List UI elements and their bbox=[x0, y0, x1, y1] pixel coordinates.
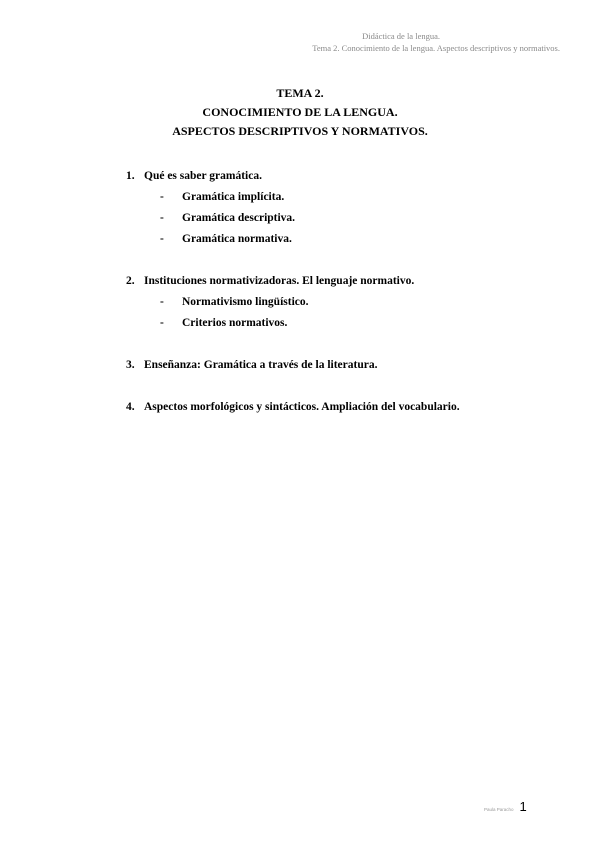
page-title bbox=[0, 84, 600, 141]
section-text: Aspectos morfológicos y sintácticos. Ampliación del vocabulario. bbox=[144, 401, 460, 413]
section-heading bbox=[126, 271, 566, 292]
section-heading bbox=[126, 397, 566, 418]
subitem bbox=[126, 313, 566, 334]
page-number: 1 bbox=[519, 799, 527, 814]
title-line-2: CONOCIMIENTO DE LA LENGUA. bbox=[202, 105, 398, 119]
section-number: 2. bbox=[126, 275, 135, 287]
running-header bbox=[192, 30, 560, 54]
dash-bullet: - bbox=[160, 296, 164, 308]
dash-bullet: - bbox=[160, 317, 164, 329]
page-footer bbox=[484, 798, 527, 816]
subitem bbox=[126, 187, 566, 208]
title-line-1: TEMA 2. bbox=[276, 86, 324, 100]
subitem-text: Criterios normativos. bbox=[182, 317, 288, 329]
outline-section bbox=[126, 166, 566, 250]
section-text: Instituciones normativizadoras. El lenguaje normativo. bbox=[144, 275, 415, 287]
subitem-text: Gramática implícita. bbox=[182, 191, 285, 203]
section-number: 4. bbox=[126, 401, 135, 413]
topic-outline bbox=[126, 166, 566, 439]
outline-section bbox=[126, 271, 566, 334]
subitem bbox=[126, 208, 566, 229]
outline-section bbox=[126, 355, 566, 376]
section-text: Enseñanza: Gramática a través de la literatura. bbox=[144, 359, 378, 371]
header-course: Didáctica de la lengua. bbox=[362, 31, 440, 41]
subitem-text: Normativismo lingüístico. bbox=[182, 296, 309, 308]
subitem-text: Gramática descriptiva. bbox=[182, 212, 296, 224]
subitem-text: Gramática normativa. bbox=[182, 233, 292, 245]
dash-bullet: - bbox=[160, 212, 164, 224]
subitem bbox=[126, 229, 566, 250]
footer-author: Paula Paracho bbox=[484, 807, 514, 812]
title-line-3: ASPECTOS DESCRIPTIVOS Y NORMATIVOS. bbox=[172, 124, 428, 138]
dash-bullet: - bbox=[160, 191, 164, 203]
outline-section bbox=[126, 397, 566, 418]
section-text: Qué es saber gramática. bbox=[144, 170, 262, 182]
section-number: 3. bbox=[126, 359, 135, 371]
section-heading bbox=[126, 166, 566, 187]
header-topic: Tema 2. Conocimiento de la lengua. Aspectos descriptivos y normativos. bbox=[312, 43, 560, 53]
subitem bbox=[126, 292, 566, 313]
dash-bullet: - bbox=[160, 233, 164, 245]
section-heading bbox=[126, 355, 566, 376]
section-number: 1. bbox=[126, 170, 135, 182]
